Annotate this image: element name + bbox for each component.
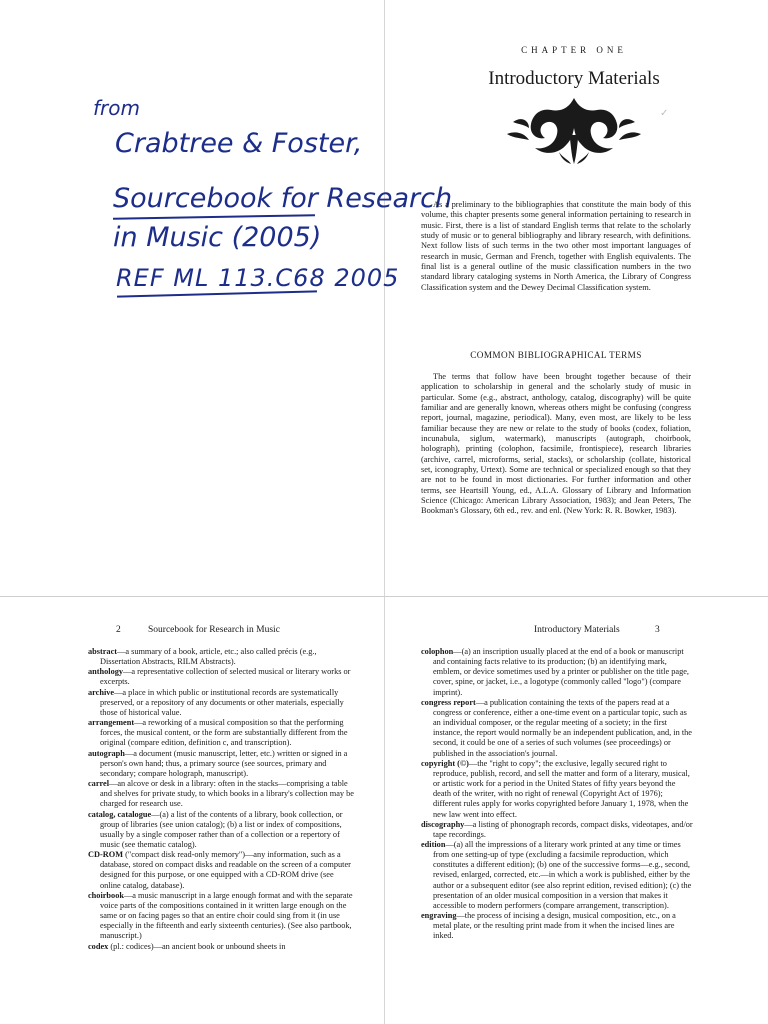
glossary-entry <box>88 647 356 667</box>
glossary-column-right <box>421 647 693 942</box>
glossary-term: anthology <box>88 667 124 677</box>
glossary-definition: —the "right to copy"; the exclusive, legally secured right to reproduce, publish, record, and sell the matter and form of a literary, musical, or artistic work for a period in the United States of fifty years beyond the death of the writer, with no right of renewal (Copyright Act of 1976); different rules apply for works copyrighted before January 1, 1978, when the new law went into effect. <box>433 758 690 819</box>
glossary-definition: (pl.: codices)—an ancient book or unbound sheets in <box>108 941 286 951</box>
glossary-definition: —a publication containing the texts of the papers read at a congress or conference, either a one-time event on a particular topic, such as an individual composer, or the regular meeting of a society; in the first instance, the report would normally be an independent publication, and, in the second, it could be one of a series of such volumes (see proceedings) or published in the association's journal. <box>433 697 692 758</box>
glossary-entry <box>88 718 356 748</box>
fleuron-ornament-icon <box>499 94 649 171</box>
glossary-term: codex <box>88 941 109 951</box>
glossary-definition: —the process of incising a design, musical composition, etc., on a metal plate, or the resulting print made from it when the incised lines are inked. <box>433 911 676 941</box>
glossary-entry <box>421 911 693 941</box>
glossary-definition: —a music manuscript in a large enough format and with the separate voice parts of the compositions contained in it written large enough on the same or on facing pages so that an entire choir could sing from it (in use especially in the fifteenth and early sixteenth centuries). (See also partbook, manuscript.) <box>100 890 353 941</box>
chapter-label: CHAPTER ONE <box>521 45 627 55</box>
page-fold-vertical <box>384 0 385 1024</box>
glossary-term: copyright (©) <box>421 758 469 768</box>
glossary-term: archive <box>88 687 115 697</box>
glossary-term: catalog, catalogue <box>88 809 152 819</box>
glossary-definition: —a document (music manuscript, letter, etc.) written or signed in a person's own hand; thus, a primary source (see sources, primary and secondary; compare holograph, manuscript). <box>100 748 348 778</box>
glossary-term: arrangement <box>88 718 135 728</box>
glossary-entry <box>421 647 693 698</box>
glossary-term: colophon <box>421 647 454 656</box>
handwriting-line-1: from <box>93 96 140 120</box>
glossary-term: carrel <box>88 779 110 789</box>
terms-paragraph <box>421 372 691 517</box>
glossary-entry <box>88 810 356 851</box>
glossary-term: choirbook <box>88 890 124 900</box>
glossary-definition: ("compact disk read-only memory")—any information, such as a database, stored on compact disks and readable on the screen of a computer designed for this purpose, or one equipped with a CD-ROM drive (see online catalog, database). <box>100 850 351 890</box>
glossary-entry <box>88 779 356 809</box>
glossary-definition: —an alcove or desk in a library: often in the stacks—comprising a table and shelves for private study, to which books in a library's collection may be charged for research use. <box>100 779 354 809</box>
glossary-definition: —(a) all the impressions of a literary work printed at any time or times from one setting-up of type (excluding a facsimile reproduction, which constitutes a different edition); (b) one of the successive forms—e.g., second, revised, enlarged, corrected, etc.—in which a work is published, either by the author or a subsequent editor (see also reprint edition, revised edition); (c) the presentation of an older musical composition in a version that makes it accessible to modern performers (compare arrangement, transcription). <box>433 839 692 910</box>
glossary-definition: —(a) an inscription usually placed at the end of a book or manuscript and containing facts relative to its production; (b) an identifying mark, emblem, or device sometimes used by a printer or publisher on the title page, cover, spine, or jacket, i.e., a logotype (commonly called "logo") (compare imprint). <box>433 647 689 697</box>
handwriting-line-2: Crabtree & Foster, <box>115 128 363 159</box>
glossary-definition: —a place in which public or institutional records are systematically preserved, or a repository of any documents or other materials, especially those of historical value. <box>100 687 344 717</box>
page-number-right: 3 <box>655 625 660 635</box>
glossary-term: edition <box>421 839 446 849</box>
glossary-entry <box>88 891 356 942</box>
glossary-term: discography <box>421 819 465 829</box>
glossary-definition: —a reworking of a musical composition so that the performing forces, the musical content, or the form are substantially different from the original (compare edition, definition c, and transcription). <box>100 718 348 748</box>
intro-text: As a preliminary to the bibliographies that constitute the main body of this volume, this chapter presents some general information pertaining to research in music. First, there is a list of standard English terms that relate to the scholarly study of music or to general bibliography and library research, with definitions. Next follow lists of such terms in the two other most important languages of research in music, German and French, together with English equivalents. The final list is a general outline of the music classification numbers in the two standard library cataloging systems in North America, the Library of Congress Classification system and the Dewey Decimal Classification system. <box>421 200 691 292</box>
stray-mark: ✓ <box>660 108 669 119</box>
intro-paragraph <box>421 200 691 293</box>
glossary-entry <box>88 942 356 952</box>
glossary-term: congress report <box>421 697 476 707</box>
handwriting-line-4: in Music (2005) <box>113 222 322 253</box>
glossary-definition: —a representative collection of selected musical or literary works or excerpts. <box>100 667 351 687</box>
glossary-definition: —a listing of phonograph records, compact disks, videotapes, and/or tape recordings. <box>433 819 693 839</box>
glossary-entry <box>88 667 356 687</box>
glossary-entry <box>421 698 693 759</box>
terms-text: The terms that follow have been brought together because of their application to scholarship in general and the scholarly study of music in particular. Some (e.g., abstract, anthology, catalog, discography) will be quite familiar and are generally known, whereas others might be confusing (congress report, journal, magazine, periodical). Many, even most, are likely to be less familiar because they are new or relate to the study of books (codex, foliation, incunabula, siglum, watermark), manuscripts (autograph, choirbook, holograph), printing (colophon, facsimile, frontispiece), research libraries (archive, carrel, microforms, serial, stacks), or scholarship (collate, historical set, iconography, Urtext). Some are technical or specialized enough so that they are not to be found in most dictionaries. For further information and other terms, see Heartsill Young, ed., A.L.A. Glossary of Library and Information Science (Chicago: American Library Association, 1983); and Jean Peters, The Bookman's Glossary, 6th ed., rev. and enl. (New York: R. R. Bowker, 1983). <box>421 372 691 516</box>
running-head-right: Introductory Materials <box>534 625 620 635</box>
glossary-entry <box>421 759 693 820</box>
section-heading: COMMON BIBLIOGRAPHICAL TERMS <box>470 350 642 360</box>
glossary-entry <box>421 820 693 840</box>
glossary-column-left <box>88 647 356 952</box>
glossary-entry <box>88 850 356 891</box>
glossary-entry <box>421 840 693 911</box>
glossary-term: engraving <box>421 911 457 921</box>
handwriting-line-5: REF ML 113.C68 2005 <box>116 264 400 292</box>
glossary-definition: —(a) a list of the contents of a library, book collection, or group of libraries (see union catalog); (b) a list or index of compositions, usually by a single composer rather than of a collection or a repertory of music (see thematic catalog). <box>100 809 343 849</box>
page-fold-horizontal <box>0 596 768 597</box>
handwriting-line-3: Sourcebook for Research <box>113 183 453 214</box>
running-head-left: Sourcebook for Research in Music <box>148 625 280 635</box>
chapter-title: Introductory Materials <box>488 68 660 89</box>
handwriting-underline <box>113 214 315 220</box>
glossary-term: abstract <box>88 647 118 656</box>
glossary-entry <box>88 688 356 718</box>
page-number-left: 2 <box>116 625 121 635</box>
glossary-entry <box>88 749 356 779</box>
glossary-definition: —a summary of a book, article, etc.; also called précis (e.g., Dissertation Abstracts, RILM Abstracts). <box>100 647 317 667</box>
glossary-term: CD-ROM <box>88 850 124 860</box>
glossary-term: autograph <box>88 748 125 758</box>
